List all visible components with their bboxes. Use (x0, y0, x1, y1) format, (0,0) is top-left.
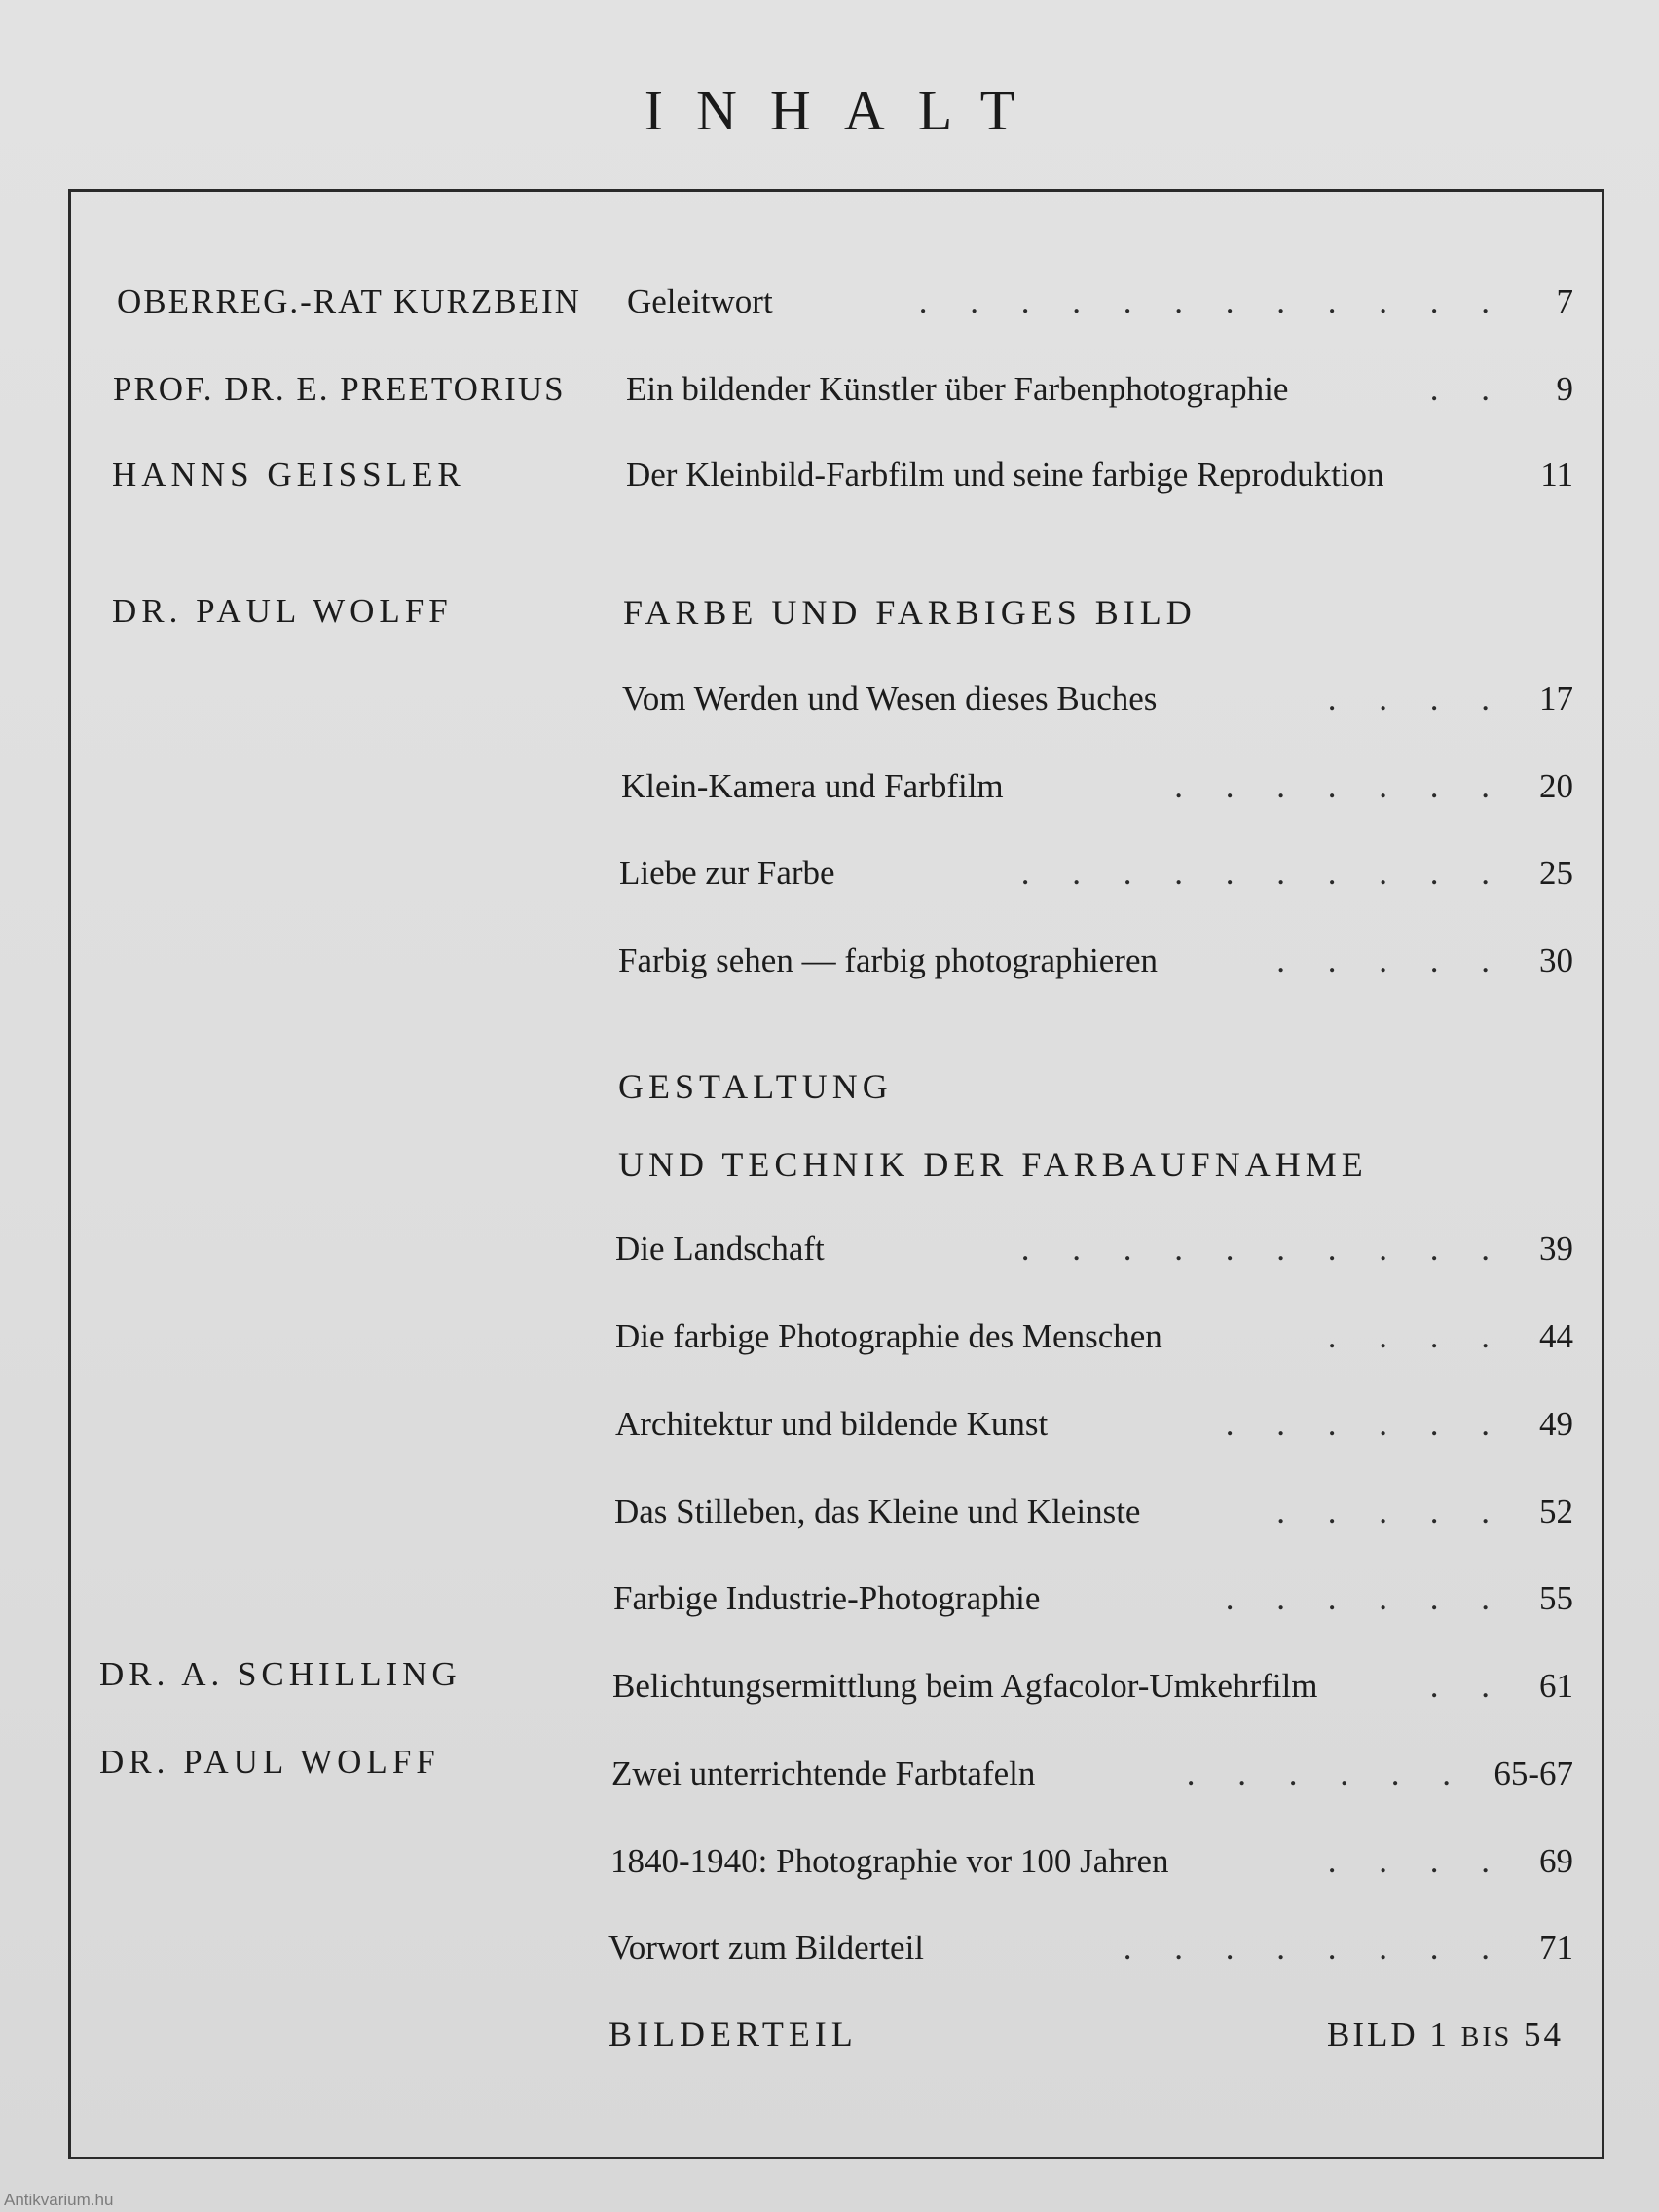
section-heading: FARBE UND FARBIGES BILD (623, 593, 1197, 632)
toc-entry-title: Der Kleinbild-Farbfilm und seine farbige Reproduktion (626, 456, 1384, 494)
toc-entry-title: Die farbige Photographie des Menschen (615, 1317, 1162, 1355)
toc-page-number: 39 (1539, 1230, 1573, 1268)
dot-leader: . . . . . (1276, 1493, 1490, 1530)
dot-leader: . . . . . . . . . . (1020, 1230, 1490, 1268)
dot-leader: . . . . . . . (1174, 767, 1490, 805)
dot-leader: . . . . . . (1186, 1754, 1451, 1792)
author-wolff: DR. PAUL WOLFF (112, 592, 453, 630)
toc-entry-title: Zwei unterrichtende Farbtafeln (611, 1754, 1036, 1792)
dot-leader: . . . . . . (1225, 1405, 1490, 1443)
dot-leader: . . (1429, 370, 1490, 408)
section-heading-continued: UND TECHNIK DER FARBAUFNAHME (618, 1145, 1368, 1184)
toc-entry-title: Geleitwort (627, 282, 773, 320)
toc-page-number: 49 (1539, 1405, 1573, 1443)
dot-leader: . . (1429, 1667, 1490, 1705)
toc-page-number: 11 (1540, 456, 1573, 494)
dot-leader: . . . . . . (1225, 1579, 1490, 1617)
toc-entry-title: Klein-Kamera und Farbfilm (621, 767, 1004, 805)
toc-page-number: 65-67 (1493, 1754, 1573, 1792)
range-word: BILD (1327, 2015, 1419, 2053)
toc-entry-title: Belichtungsermittlung beim Agfacolor-Umkehrfilm (612, 1667, 1318, 1705)
toc-page-number: 7 (1556, 282, 1573, 320)
section-heading: GESTALTUNG (618, 1067, 893, 1106)
toc-page-number: 69 (1539, 1842, 1573, 1880)
toc-page-number: 61 (1539, 1667, 1573, 1705)
range-bis: BIS (1460, 2022, 1513, 2052)
toc-page-number: 9 (1556, 370, 1573, 408)
author-kurzbein: OBERREG.-RAT KURZBEIN (117, 282, 581, 320)
toc-entry-title: Liebe zur Farbe (619, 854, 835, 892)
toc-page-number: 55 (1539, 1579, 1573, 1617)
toc-entry-title: Vorwort zum Bilderteil (608, 1929, 925, 1967)
author-preetorius: PROF. DR. E. PREETORIUS (113, 370, 566, 408)
toc-entry-title: Architektur und bildende Kunst (615, 1405, 1049, 1443)
toc-entry-title: Die Landschaft (615, 1230, 825, 1268)
range-from: 1 (1429, 2015, 1450, 2053)
bilderteil-range (1327, 2015, 1564, 2054)
toc-page-number: 17 (1539, 680, 1573, 718)
author-schilling: DR. A. SCHILLING (99, 1655, 461, 1693)
author-wolff-second: DR. PAUL WOLFF (99, 1743, 440, 1781)
dot-leader: . . . . . . . . . . (1020, 854, 1490, 892)
toc-page-number: 71 (1539, 1929, 1573, 1967)
page-title: INHALT (644, 79, 1049, 142)
section-heading-bilderteil: BILDERTEIL (608, 2014, 858, 2053)
toc-entry-title: 1840-1940: Photographie vor 100 Jahren (610, 1842, 1169, 1880)
toc-page-number: 52 (1539, 1493, 1573, 1530)
toc-entry-title: Vom Werden und Wesen dieses Buches (622, 680, 1158, 718)
range-to: 54 (1524, 2015, 1564, 2053)
toc-entry-title: Das Stilleben, das Kleine und Kleinste (614, 1493, 1141, 1530)
dot-leader: . . . . . . . . . . . . (918, 282, 1490, 320)
dot-leader: . . . . . . . . (1123, 1929, 1490, 1967)
toc-page-number: 44 (1539, 1317, 1573, 1355)
toc-page-number: 30 (1539, 941, 1573, 979)
author-geissler: HANNS GEISSLER (112, 456, 465, 494)
toc-entry-title: Farbige Industrie-Photographie (613, 1579, 1041, 1617)
dot-leader: . . . . (1327, 680, 1490, 718)
toc-entry-title: Farbig sehen — farbig photographieren (618, 941, 1159, 979)
dot-leader: . . . . . (1276, 941, 1490, 979)
dot-leader: . . . . (1327, 1842, 1490, 1880)
watermark: Antikvarium.hu (4, 2191, 114, 2209)
dot-leader: . . . . (1327, 1317, 1490, 1355)
toc-page-number: 20 (1539, 767, 1573, 805)
toc-entry-title: Ein bildender Künstler über Farbenphotographie (626, 370, 1289, 408)
toc-page-number: 25 (1539, 854, 1573, 892)
